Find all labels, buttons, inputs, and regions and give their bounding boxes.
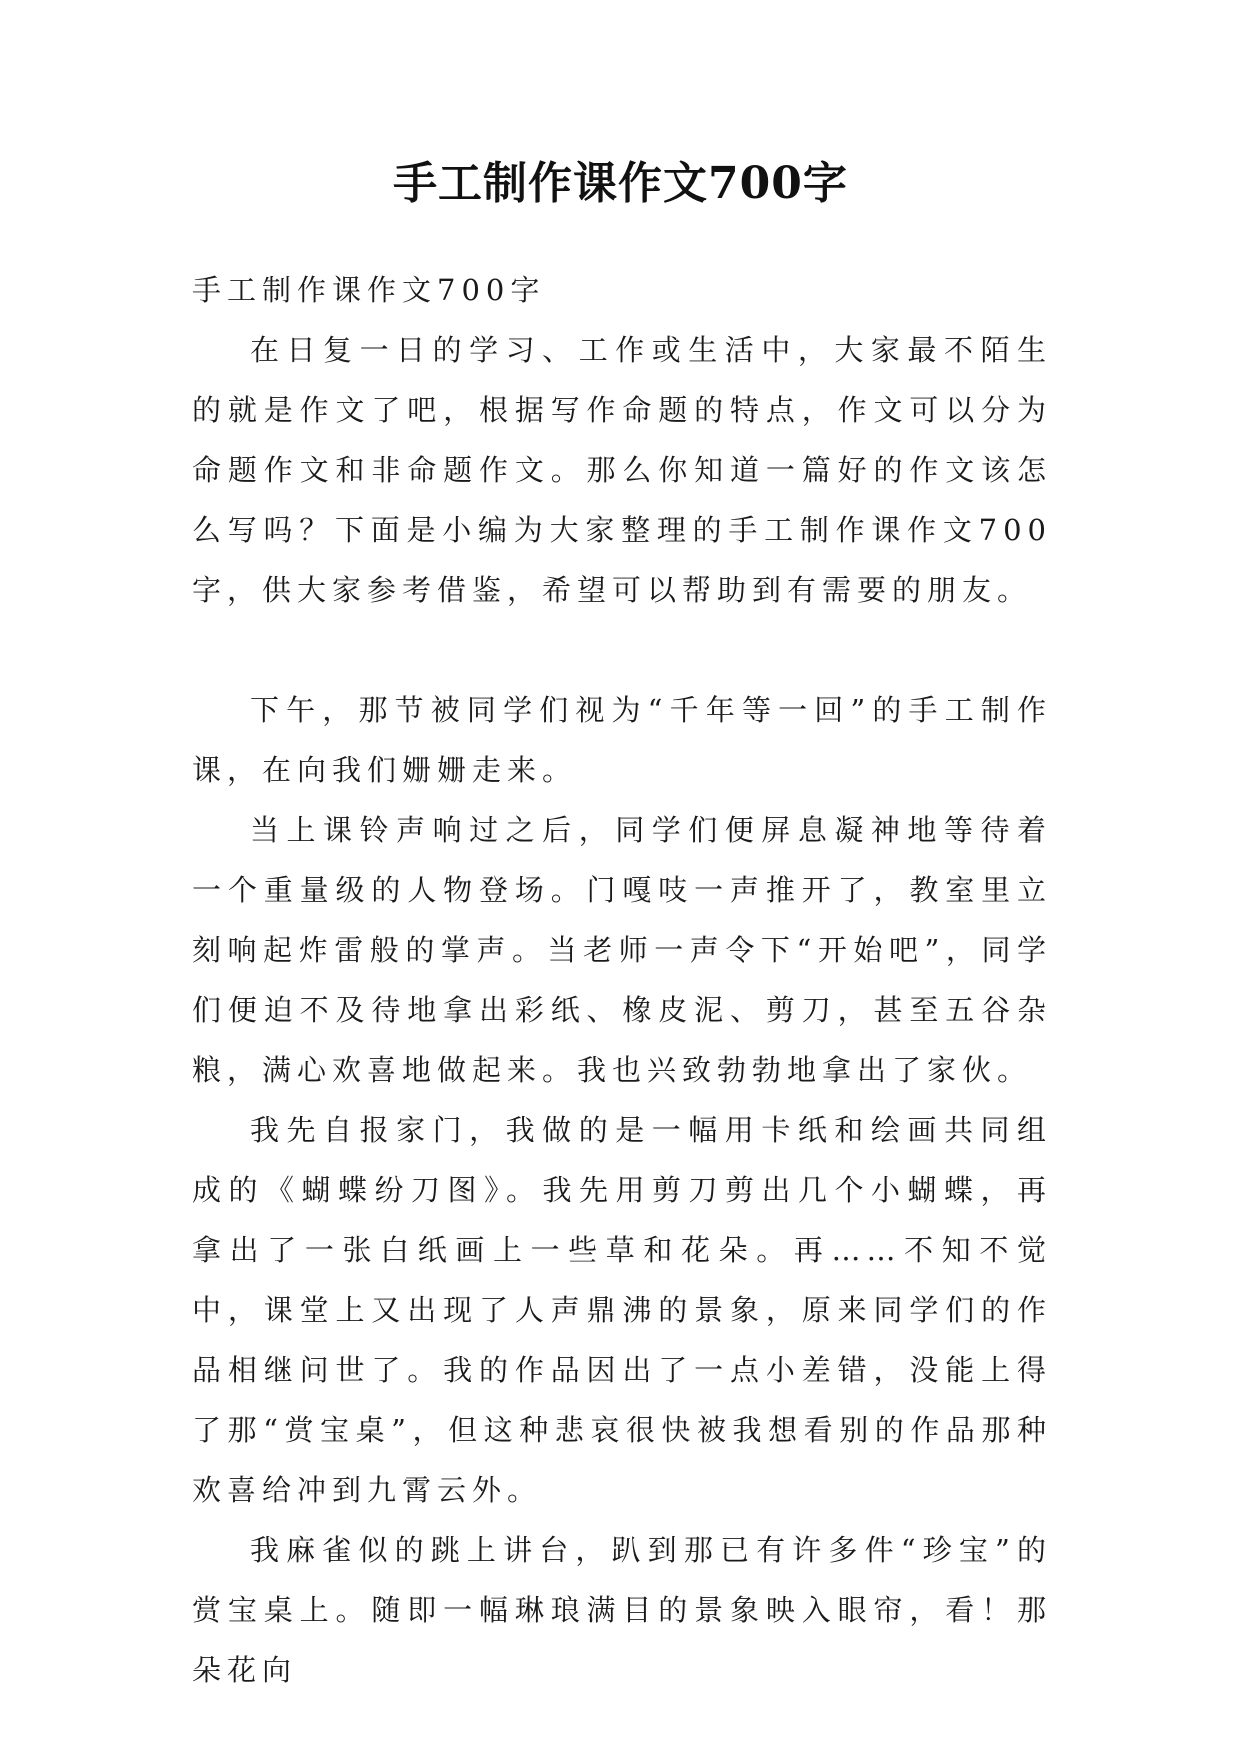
paragraph-4: 我麻雀似的跳上讲台，趴到那已有许多件“珍宝”的赏宝桌上。随即一幅琳琅满目的景象映入眼帘，看！那朵花向 xyxy=(192,1533,1052,1687)
document-title: 手工制作课作文700字 xyxy=(393,158,848,209)
paragraph-3: 我先自报家门，我做的是一幅用卡纸和绘画共同组成的《蝴蝶纷刀图》。我先用剪刀剪出几个小蝴蝶，再拿出了一张白纸画上一些草和花朵。再……不知不觉中，课堂上又出现了人声鼎沸的景象，原来同学们的作品相继问世了。我的作品因出了一点小差错，没能上得了那“赏宝桌”，但这种悲哀很快被我想看别的作品那种欢喜给冲到九霄云外。 xyxy=(192,1113,1052,1507)
paragraph-spacer xyxy=(192,620,1052,680)
paragraph-intro: 在日复一日的学习、工作或生活中，大家最不陌生的就是作文了吧，根据写作命题的特点，作文可以分为命题作文和非命题作文。那么你知道一篇好的作文该怎么写吗？下面是小编为大家整理的手工制作课作文700字，供大家参考借鉴，希望可以帮助到有需要的朋友。 xyxy=(192,333,1052,607)
paragraph-1: 下午，那节被同学们视为“千年等一回”的手工制作课，在向我们姗姗走来。 xyxy=(192,693,1052,787)
document-body xyxy=(192,260,1052,1700)
paragraph-2: 当上课铃声响过之后，同学们便屏息凝神地等待着一个重量级的人物登场。门嘎吱一声推开了，教室里立刻响起炸雷般的掌声。当老师一声令下“开始吧”，同学们便迫不及待地拿出彩纸、橡皮泥、剪刀，甚至五谷杂粮，满心欢喜地做起来。我也兴致勃勃地拿出了家伙。 xyxy=(192,813,1052,1087)
document-subtitle: 手工制作课作文700字 xyxy=(192,273,546,307)
